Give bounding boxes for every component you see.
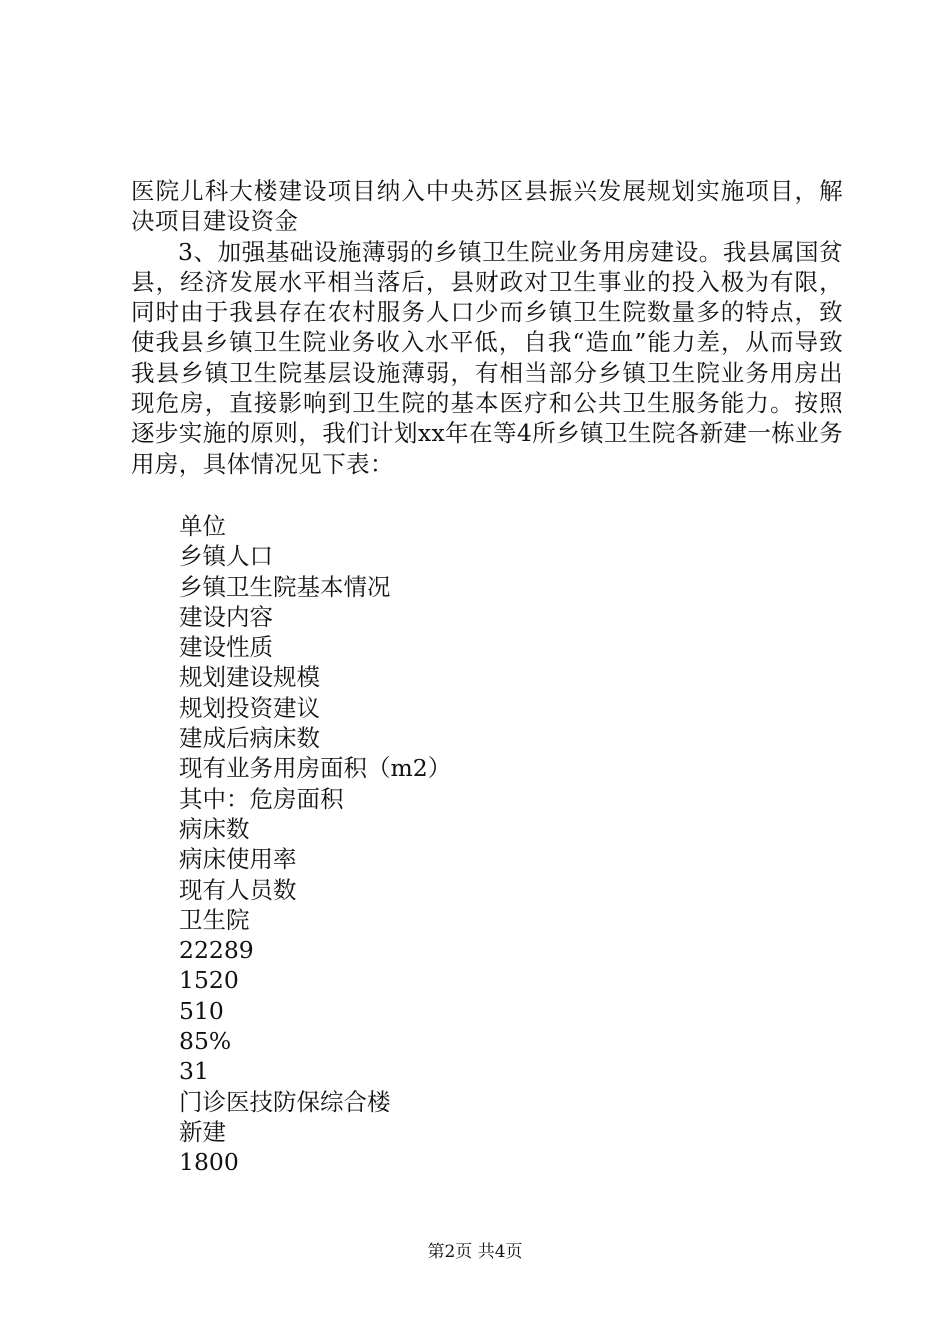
table-cell: 85% bbox=[179, 1027, 232, 1056]
table-cell: 22289 bbox=[179, 936, 254, 965]
table-cell: 510 bbox=[179, 996, 224, 1025]
table-cell: 现有业务用房面积（m2） bbox=[179, 754, 452, 783]
table-cell: 乡镇卫生院基本情况 bbox=[179, 572, 391, 601]
table-cell: 乡镇人口 bbox=[179, 542, 273, 571]
table-cell: 卫生院 bbox=[179, 905, 250, 934]
paragraph-continuation: 医院儿科大楼建设项目纳入中央苏区县振兴发展规划实施项目，解决项目建设资金 bbox=[131, 177, 843, 236]
body-text bbox=[131, 176, 843, 479]
table-cell: 病床使用率 bbox=[179, 845, 297, 874]
table-cell: 现有人员数 bbox=[179, 875, 297, 904]
table-cell: 病床数 bbox=[179, 814, 250, 843]
table-cell: 1520 bbox=[179, 966, 239, 995]
table-cell: 单位 bbox=[179, 512, 226, 540]
table-cell: 规划投资建议 bbox=[179, 693, 320, 722]
table-cell: 1800 bbox=[179, 1148, 239, 1177]
page-footer: 第2页 共4页 bbox=[427, 1242, 523, 1262]
table-cell: 建成后病床数 bbox=[179, 724, 320, 753]
table-cell: 建设性质 bbox=[179, 633, 273, 662]
table-content-list bbox=[179, 511, 819, 1178]
table-cell: 门诊医技防保综合楼 bbox=[179, 1087, 391, 1116]
table-cell: 规划建设规模 bbox=[179, 663, 320, 692]
table-cell: 建设内容 bbox=[179, 602, 273, 631]
table-cell: 其中：危房面积 bbox=[179, 784, 344, 813]
table-cell: 31 bbox=[179, 1057, 209, 1086]
paragraph-section-3: 3、加强基础设施薄弱的乡镇卫生院业务用房建设。我县属国贫县，经济发展水平相当落后，县财政对卫生事业的投入极为有限，同时由于我县存在农村服务人口少而乡镇卫生院数量多的特点，致使我县乡镇卫生院业务收入水平低，自我“造血”能力差，从而导致我县乡镇卫生院基层设施薄弱，有相当部分乡镇卫生院业务用房出现危房，直接影响到卫生院的基本医疗和公共卫生服务能力。按照逐步实施的原则，我们计划xx年在等4所乡镇卫生院各新建一栋业务用房，具体情况见下表： bbox=[131, 237, 843, 478]
table-cell: 新建 bbox=[179, 1117, 226, 1146]
